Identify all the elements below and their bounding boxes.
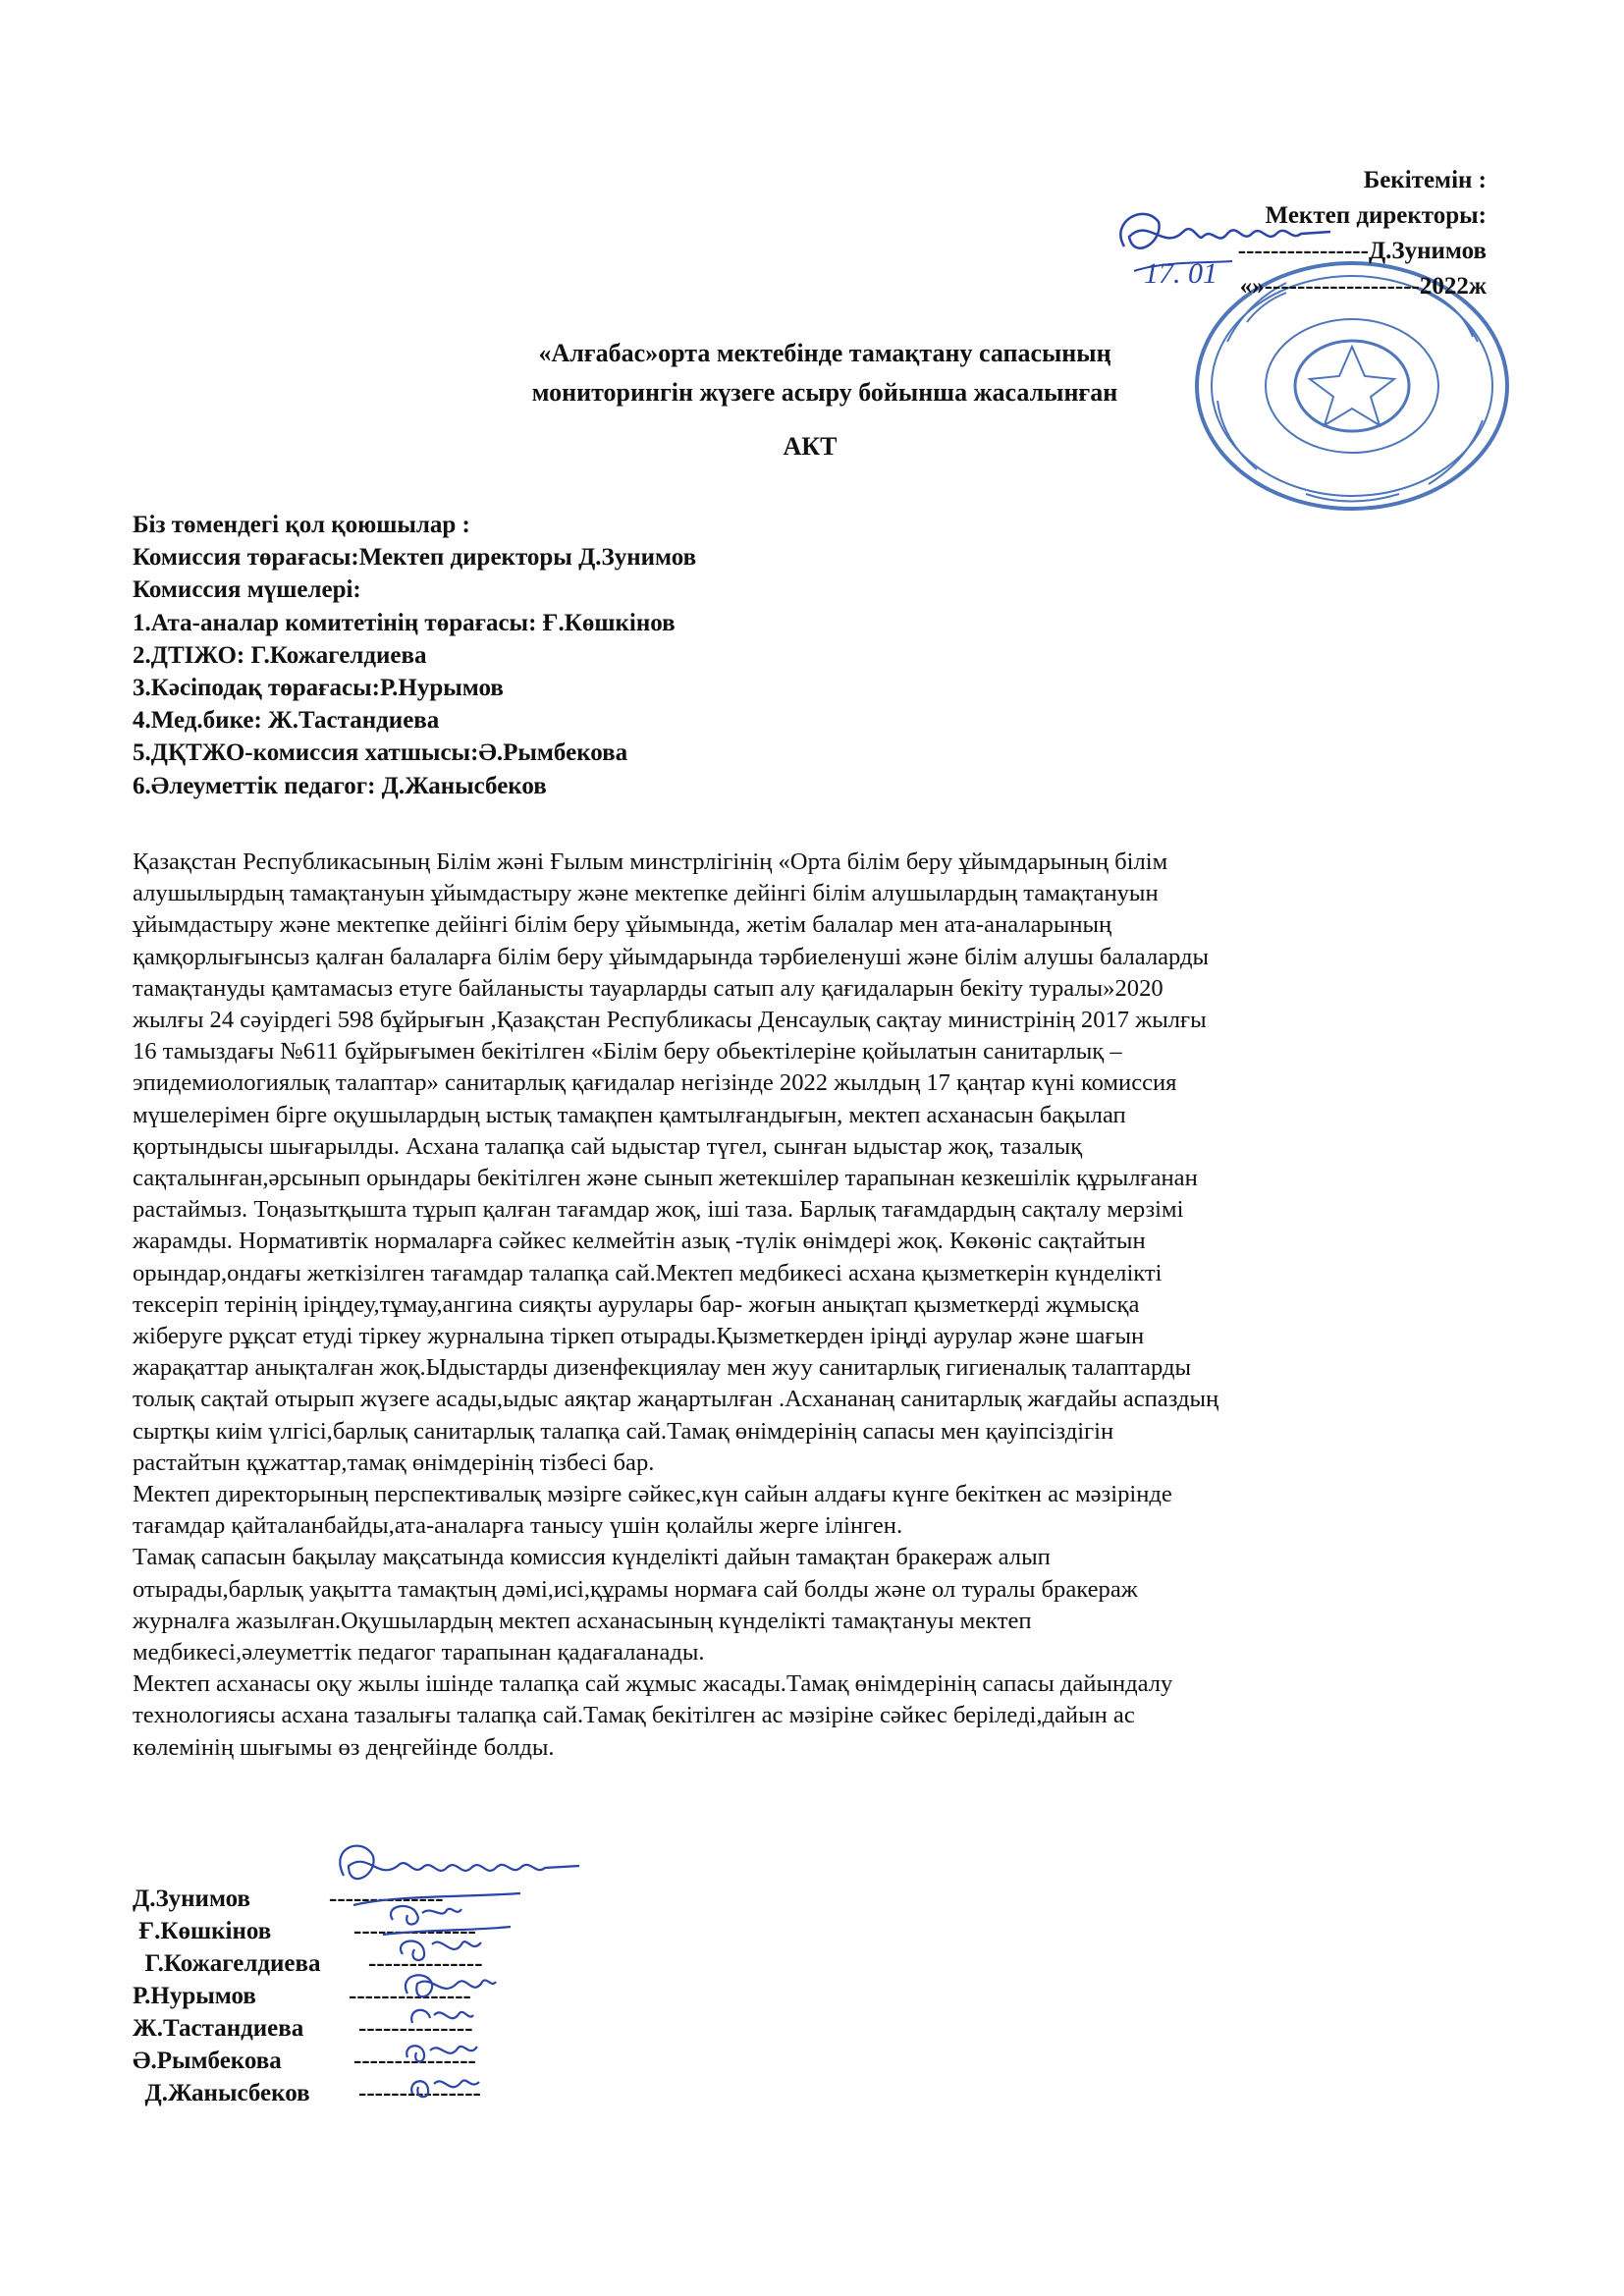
approval-block xyxy=(1238,163,1487,304)
title-line-2: мониторингін жүзеге асыру бойынша жасалынған xyxy=(531,378,1118,407)
signer-name: Д.Жанысбеков xyxy=(133,2080,310,2106)
body-line: жіберуге рұқсат етуді тіркеу журналына тіркеп отырады.Қызметкерден іріңді аурулар және шағын xyxy=(133,1323,1145,1350)
signature-line: -------------- xyxy=(329,1886,444,1912)
signature-line: --------------- xyxy=(353,2048,476,2074)
approval-line-1: Бекітемін : xyxy=(1363,167,1487,193)
members-line: 6.Әлеуметтік педагог: Д.Жанысбеков xyxy=(133,772,547,799)
body-line: сақталынған,әрсынып орындары бекітілген және сынып жетекшілер тарапынан кезкешілік құрылғанан xyxy=(133,1165,1198,1192)
body-line: отырады,барлық уақытта тамақтың дәмі,исі,құрамы нормаға сай болды және ол туралы бракераж xyxy=(133,1575,1138,1603)
body-line: жарамды. Нормативтік нормаларға сәйкес келмейтін азық -түлік өнімдері жоқ. Көкөніс сақтайтын xyxy=(133,1228,1146,1255)
akt-heading: АКТ xyxy=(783,432,838,461)
members-line: Комиссия мүшелері: xyxy=(133,576,361,604)
members-line: 4.Мед.бике: Ж.Тастандиева xyxy=(133,707,440,735)
members-line: 2.ДТІЖО: Г.Кожагелдиева xyxy=(133,641,427,669)
signer-name: Ғ.Көшкінов xyxy=(133,1918,272,1944)
title-line-1: «Алғабас»орта мектебінде тамақтану сапасының xyxy=(538,339,1111,367)
members-line: Комиссия төрағасы:Мектеп директоры Д.Зунимов xyxy=(133,544,697,572)
members-line: Біз төмендегі қол қоюшылар : xyxy=(133,512,470,538)
body-line: растайтын құжаттар,тамақ өнімдерінің тізбесі бар. xyxy=(133,1449,655,1476)
signer-name: Г.Кожагелдиева xyxy=(133,1950,321,1977)
approval-line-3: ----------------Д.Зунимов xyxy=(1237,238,1487,264)
body-line: алушылырдың тамақтануын ұйымдастыру және мектепке дейінгі білім алушылардың тамақтануын xyxy=(133,880,1159,907)
body-line: Тамақ сапасын бақылау мақсатында комиссия күнделікті дайын тамақтан бракераж алып xyxy=(133,1544,1051,1571)
body-line: тамақтануды қамтамасыз етуге байланысты тауарларды сатып алу қағидаларын бекіту туралы»2020 xyxy=(133,974,1164,1002)
body-line: технологиясы асхана тазалығы талапқа сай.Тамақ бекітілген ас мәзіріне сәйкес беріледі,дайын ас xyxy=(133,1702,1135,1729)
body-line: журналға жазылған.Оқушылардың мектеп асханасының күнделікті тамақтануы мектеп xyxy=(133,1607,1032,1634)
body-line: Мектеп директорының перспективалық мәзірге сәйкес,күн сайын алдағы күнге бекіткен ас мәзірінде xyxy=(133,1481,1172,1508)
signature-line: --------------- xyxy=(349,1983,471,2009)
signature-line: -------------- xyxy=(368,1950,483,1977)
body-line: эпидемиологиялық талаптар» санитарлық қағидалар негізінде 2022 жылдың 17 қаңтар күні комиссия xyxy=(133,1069,1177,1097)
handwritten-date: 17. 01 xyxy=(1144,257,1218,290)
body-line: мүшелерімен бірге оқушылардың ыстық тамақпен қамтылғандығын, мектеп асханасын бақылап xyxy=(133,1101,1126,1128)
body-line: сыртқы киім үлгісі,барлық санитарлық талапқа сай.Тамақ өнімдерінің сапасы мен қауіпсіздігін xyxy=(133,1417,1114,1445)
body-line: көлемінің шығымы өз деңгейінде болды. xyxy=(133,1733,555,1761)
act-body-text xyxy=(133,847,1453,1764)
body-line: орындар,ондағы жеткізілген тағамдар талапқа сай.Мектеп медбикесі асхана қызметкерін күнделікті xyxy=(133,1259,1163,1286)
body-line: жылғы 24 сәуірдегі 598 бұйрығын ,Қазақстан Республикасы Денсаулық сақтау министрінің 2017 жылғы xyxy=(133,1007,1207,1034)
approval-line-4: «»-------------------2022ж xyxy=(1239,273,1487,300)
body-line: тексеріп терінің іріңдеу,тұмау,ангина сияқты аурулары бар- жоғын анықтап қызметкерді жұмысқа xyxy=(133,1290,1140,1318)
body-line: 16 тамыздағы №611 бұйрығымен бекітілген «Білім беру обьектілеріне қойылатын санитарлық – xyxy=(133,1038,1122,1066)
document-title xyxy=(353,334,1296,412)
signature-line: --------------- xyxy=(358,2080,481,2106)
signer-name: Ж.Тастандиева xyxy=(133,2015,304,2042)
signer-name: Д.Зунимов xyxy=(133,1886,251,1912)
body-line: растаймыз. Тоңазытқышта тұрып қалған тағамдар жоқ, іші таза. Барлық тағамдардың сақталу мерзімі xyxy=(133,1196,1184,1224)
body-line: жарақаттар анықталған жоқ.Ыдыстарды дизенфекциялау мен жуу санитарлық гигиеналық талаптарды xyxy=(133,1354,1191,1382)
signer-name: Ә.Рымбекова xyxy=(133,2048,282,2074)
body-line: ұйымдастыру және мектепке дейінгі білім беру ұйымында, жетім балалар мен ата-аналарының xyxy=(133,911,1112,939)
commission-members-list xyxy=(133,509,696,802)
body-line: Мектеп асханасы оқу жылы ішінде талапқа сай жұмыс жасады.Тамақ өнімдерінің сапасы дайындалу xyxy=(133,1670,1173,1698)
approval-line-2: Мектеп директоры: xyxy=(1265,202,1487,229)
body-line: Қазақстан Республикасының Білім жәні Ғылым минстрлігінің «Орта білім беру ұйымдарының білім xyxy=(133,848,1168,875)
handwritten-signatures xyxy=(324,1836,638,2121)
members-line: 3.Кәсіподақ төрағасы:Р.Нурымов xyxy=(133,675,504,702)
body-line: медбикесі,әлеуметтік педагог тарапынан қадағаланады. xyxy=(133,1639,705,1667)
body-line: толық сақтай отырып жүзеге асады,ыдыс аяқтар жаңартылған .Асхананаң санитарлық жағдайы аспаздың xyxy=(133,1386,1219,1413)
members-line: 5.ДҚТЖО-комиссия хатшысы:Ә.Рымбекова xyxy=(133,739,628,767)
signature-line: --------------- xyxy=(353,1918,476,1944)
body-line: қамқорлығынсыз қалған балаларға білім беру ұйымдарында тәрбиеленуші және білім алушы балаларды xyxy=(133,943,1210,970)
signer-name: Р.Нурымов xyxy=(133,1983,256,2009)
signature-line: -------------- xyxy=(358,2015,473,2042)
body-line: тағамдар қайталанбайды,ата-аналарға танысу үшін қолайлы жерге ілінген. xyxy=(133,1512,903,1540)
body-line: қортындысы шығарылды. Асхана талапқа сай ыдыстар түгел, сынған ыдыстар жоқ, тазалық xyxy=(133,1132,1083,1160)
members-line: 1.Ата-аналар комитетінің төрағасы: Ғ.Көшкінов xyxy=(133,609,676,636)
